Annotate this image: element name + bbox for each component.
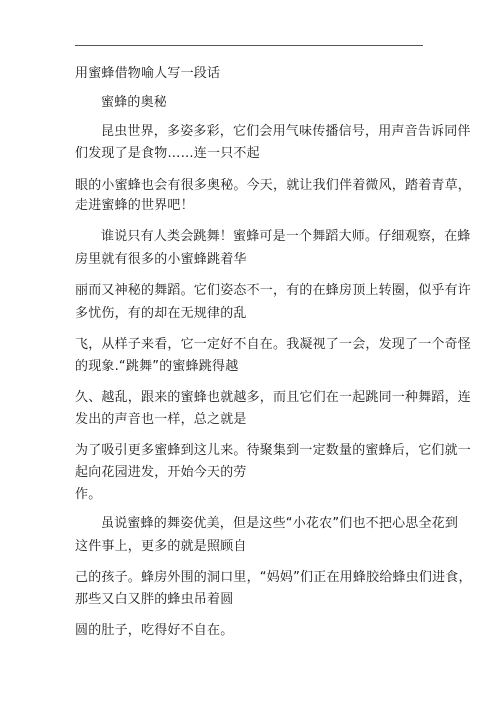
body-line: 的现象.“跳舞”的蜜蜂跳得越 [75, 359, 239, 374]
body-line: 发出的声音也一样，总之就是 [75, 412, 247, 427]
body-line: 己的孩子。蜂房外围的洞口里，“妈妈”们正在用蜂胶给蜂虫们进食， [75, 570, 472, 585]
body-line: 走进蜜蜂的世界吧！ [75, 198, 194, 213]
body-line: 起向花园进发，开始今天的劳 [75, 465, 247, 480]
body-line: 们发现了是食物……连一只不起 [75, 146, 260, 161]
body-line: 那些又白又胖的蜂虫吊着圆 [75, 592, 234, 607]
body-line: 多忧伤，有的却在无规律的乱 [75, 306, 247, 321]
body-line: 眼的小蜜蜂也会有很多奥秘。今天，就让我们伴着微风，踏着青草， [75, 178, 472, 193]
body-line: 丽而又神秘的舞蹈。它们姿态不一，有的在蜂房顶上转圈，似乎有许 [75, 283, 472, 298]
body-line: 昆虫世界，多姿多彩，它们会用气味传播信号，用声音告诉同伴 [101, 124, 471, 139]
body-line: 谁说只有人类会跳舞！蜜蜂可是一个舞蹈大师。仔细观察，在蜂 [101, 229, 471, 244]
body-line: 这件事上，更多的就是照顾自 [75, 539, 247, 554]
document-heading: 用蜜蜂借物喻人写一段话 [75, 66, 221, 81]
body-line: 房里就有很多的小蜜蜂跳着华 [75, 252, 247, 267]
top-rule [75, 45, 423, 46]
essay-title: 蜜蜂的奥秘 [101, 95, 168, 110]
body-line: 作。 [75, 487, 102, 502]
body-line: 久、越乱，跟来的蜜蜂也就越多，而且它们在一起跳同一种舞蹈，连 [75, 390, 472, 405]
body-line: 圆的肚子，吃得好不自在。 [75, 623, 234, 638]
body-line: 飞，从样子来看，它一定好不自在。我凝视了一会，发现了一个奇怪 [75, 337, 472, 352]
body-line: 为了吸引更多蜜蜂到这儿来。待聚集到一定数量的蜜蜂后，它们就一 [75, 443, 472, 458]
body-line: 虽说蜜蜂的舞姿优美，但是这些“小花农”们也不把心思全花到 [101, 516, 459, 531]
